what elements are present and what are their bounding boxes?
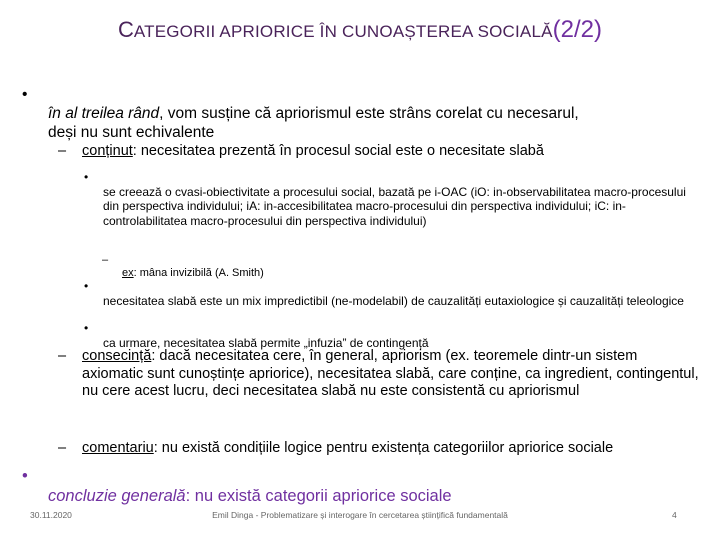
slide-title [0,16,720,44]
concluzie-lead: concluzie generală [48,487,186,506]
dash-icon: – [58,440,67,456]
continut-term: conținut [82,143,133,159]
title-part: (2/2) [552,16,603,43]
footer-page-number: 4 [672,510,677,520]
ex-text: : mâna invizibilă (A. Smith) [133,267,264,280]
bullet-third-text: , vom susține că apriorismul este strâns corelat cu necesarul, [159,104,579,122]
title-first-letter: C [117,17,134,42]
bullet-third-lead: în al treilea rând [48,104,160,122]
consecinta-term: consecință [82,348,152,364]
footer-author: Emil Dinga - Problematizare și interogare în cercetarea științifică fundamentală [212,510,508,520]
subitem-example [102,254,264,280]
concluzie-text: : nu există categorii apriorice sociale [185,487,452,506]
title-text: ATEGORII APRIORICE ÎN CUNOAȘTEREA SOCIALĂ [133,22,553,41]
bullet-icon: • [84,170,89,184]
bullet-icon: • [22,467,28,485]
mix-impredictibil-text: necesitatea slabă este un mix impredictibil (ne-modelabil) de cauzalități eutaxiologice și cauzalități teleologice [103,293,684,308]
bullet-icon: • [84,279,89,293]
subitem-cvasi-obiectivitate [84,170,686,228]
subitem-infuzia [84,321,429,350]
dash-icon: – [58,348,67,364]
subitem-mix-impredictibil [84,279,684,308]
ex-term: ex [122,267,134,280]
bullet-icon: • [22,86,28,103]
infuzia-text: ca urmare, necesitatea slabă permite „infuzia” de contingență [103,335,429,350]
bullet-third [22,86,579,141]
comentariu-text: : nu există condițiile logice pentru existența categoriilor apriorice sociale [153,440,614,456]
dash-icon: – [102,254,109,266]
consecinta-text: : dacă necesitatea cere, în general, apriorism (ex. teoremele dintr-un sistem axiomatic sunt cunoștințe apriorice), necesitatea slabă, care conține, ca ingredient, contingentul, nu cere acest lucru, deci necesitatea slabă nu este consistentă cu apriorismul [82,348,699,400]
bullet-concluzie [22,466,452,506]
footer-date: 30.11.2020 [30,510,72,520]
dash-icon: – [58,143,67,159]
continut-text: : necesitatea prezentă în procesul social este o necesitate slabă [132,143,544,159]
cvasi-obiectivitate-text: se creează o cvasi-obiectivitate a procesului social, bazată pe i-OAC (iO: in-observabilitatea macro-procesului din perspectiva individului; iA: in-accesibilitatea macro-procesului din perspectiva individului; iC: in-controlabilitatea macro-procesului din perspectiva individului) [103,184,686,228]
comentariu-term: comentariu [82,440,154,456]
bullet-third-line2: deși nu sunt echivalente [48,123,215,141]
bullet-icon: • [84,321,89,335]
